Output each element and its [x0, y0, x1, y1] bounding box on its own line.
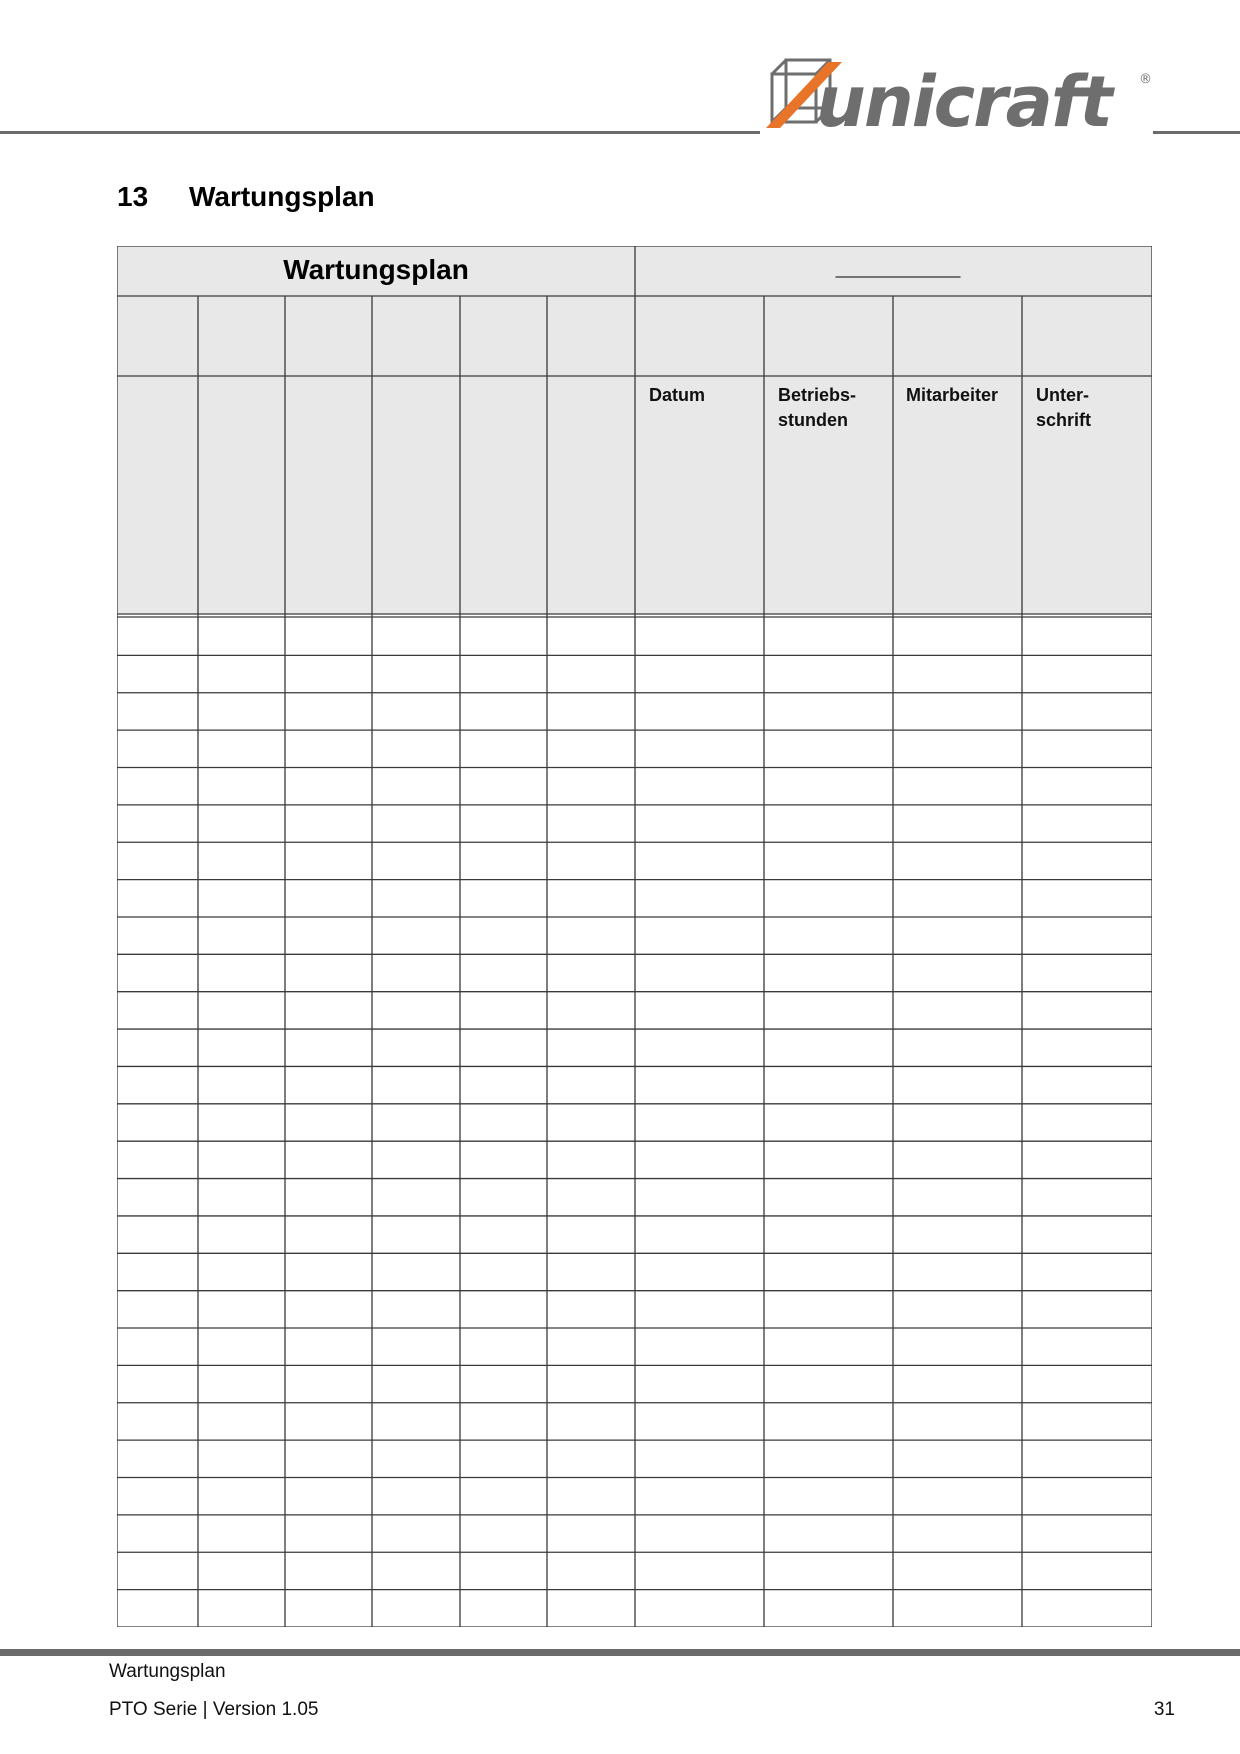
section-title: Wartungsplan [189, 181, 375, 212]
table-title-blank: ________ [835, 249, 961, 280]
footer-document-label: PTO Serie | Version 1.05 [109, 1699, 319, 1720]
column-label: Unter- [1036, 385, 1089, 405]
footer-rule [0, 1649, 1240, 1656]
footer-section-label: Wartungsplan [109, 1661, 226, 1682]
section-number: 13 [117, 181, 149, 212]
header-rule-left [0, 131, 760, 134]
column-header-mitarbeiter [906, 385, 998, 405]
column-label: Datum [649, 385, 706, 405]
column-label: Betriebs- [778, 385, 857, 405]
column-label: Mitarbeiter [906, 385, 999, 405]
page-number: 31 [1153, 1699, 1175, 1720]
logo-wordmark: unicraft [816, 61, 1111, 136]
logo-registered-mark: ® [1139, 72, 1152, 87]
column-label-line2: schrift [1036, 410, 1092, 430]
unicraft-logo [762, 56, 1152, 136]
table-title: Wartungsplan [283, 254, 469, 285]
header-rule-right [1153, 131, 1240, 134]
column-header-datum [649, 385, 705, 405]
column-label-line2: stunden [778, 410, 848, 430]
maintenance-plan-table [117, 246, 1152, 1627]
